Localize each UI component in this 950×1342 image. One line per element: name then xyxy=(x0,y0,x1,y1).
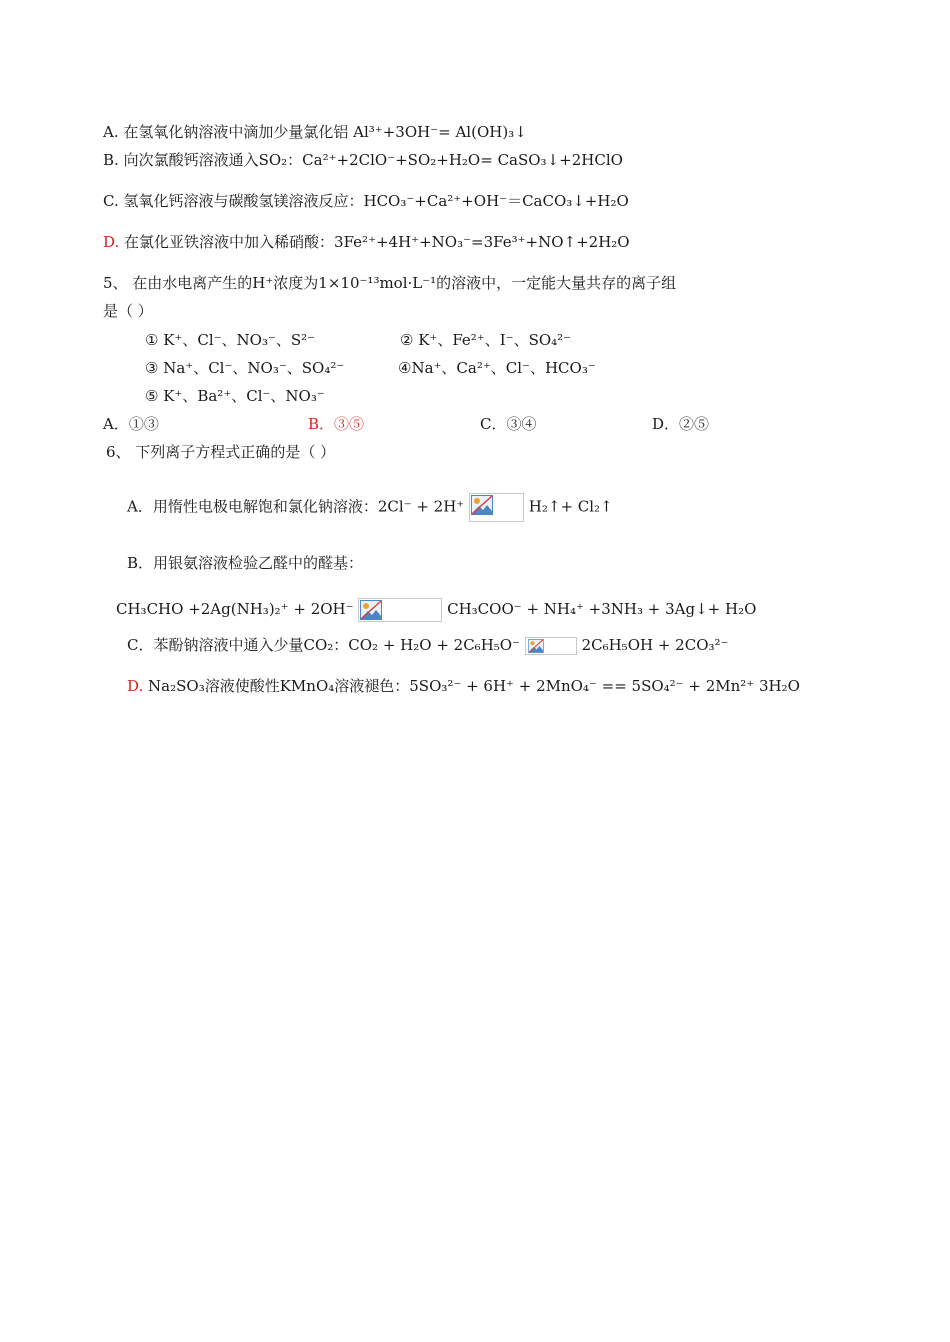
q5-option-d: D．②⑤ xyxy=(652,415,710,433)
q6-option-d-text: Na₂SO₃溶液使酸性KMnO₄溶液褪色：5SO₃²⁻ + 6H⁺ + 2MnO₄⁻ == 5SO₄²⁻ + 2Mn²⁺ 3H₂O xyxy=(148,677,800,695)
q6-option-c-before: C．苯酚钠溶液中通入少量CO₂：CO₂ + H₂O + 2C₆H₅O⁻ xyxy=(127,636,520,654)
q5-group-2: ② K⁺、Fe²⁺、I⁻、SO₄²⁻ xyxy=(400,331,572,349)
q4-option-b-letter: B. xyxy=(103,151,119,169)
q4-option-c-letter: C. xyxy=(103,192,119,210)
q6-option-a-after: H₂↑+ Cl₂↑ xyxy=(528,497,613,516)
q6-stem: 6、 下列离子方程式正确的是（ ） xyxy=(106,443,336,461)
broken-image-icon xyxy=(469,493,524,522)
q4-option-d xyxy=(103,232,630,252)
q4-option-a-letter: A. xyxy=(103,123,119,141)
q5-option-b: B．③⑤ xyxy=(308,415,365,433)
q6-option-b-label: B．用银氨溶液检验乙醛中的醛基： xyxy=(127,554,364,572)
q6-option-d xyxy=(127,676,800,696)
q6-option-a xyxy=(127,493,613,522)
q6-option-b-after: CH₃COO⁻ + NH₄⁺ +3NH₃ + 3Ag↓+ H₂O xyxy=(447,600,757,618)
broken-image-icon xyxy=(525,637,577,655)
q5-stem-line1: 5、 在由水电离产生的H⁺浓度为1×10⁻¹³mol·L⁻¹的溶液中，一定能大量共存的离子组 xyxy=(103,274,677,292)
q5-group-4: ④Na⁺、Ca²⁺、Cl⁻、HCO₃⁻ xyxy=(398,359,596,377)
q6-option-c-after: 2C₆H₅OH + 2CO₃²⁻ xyxy=(581,636,729,654)
q4-option-a-text: 在氢氧化钠溶液中滴加少量氯化铝 Al³⁺+3OH⁻= Al(OH)₃↓ xyxy=(123,123,527,141)
broken-image-icon xyxy=(358,598,442,622)
q4-option-a xyxy=(103,122,527,142)
q5-stem-line2: 是（ ） xyxy=(103,302,153,320)
q6-option-d-letter: D. xyxy=(127,677,144,695)
q4-option-b xyxy=(103,150,623,170)
q6-option-b xyxy=(116,598,756,622)
q4-option-c xyxy=(103,191,629,211)
q6-option-b-before: CH₃CHO +2Ag(NH₃)₂⁺ + 2OH⁻ xyxy=(116,600,354,618)
q4-option-d-letter: D. xyxy=(103,233,120,251)
q6-option-c xyxy=(127,635,728,655)
q6-option-a-before: A．用惰性电极电解饱和氯化钠溶液：2Cl⁻ + 2H⁺ xyxy=(127,497,465,516)
q5-option-a: A．①③ xyxy=(103,415,159,433)
q4-option-d-text: 在氯化亚铁溶液中加入稀硝酸：3Fe²⁺+4H⁺+NO₃⁻=3Fe³⁺+NO↑+2H₂O xyxy=(124,233,630,251)
q4-option-c-text: 氢氧化钙溶液与碳酸氢镁溶液反应：HCO₃⁻+Ca²⁺+OH⁻＝CaCO₃↓+H₂O xyxy=(123,192,629,210)
q5-option-c: C．③④ xyxy=(480,415,537,433)
q5-group-5: ⑤ K⁺、Ba²⁺、Cl⁻、NO₃⁻ xyxy=(145,387,325,405)
q5-group-1: ① K⁺、Cl⁻、NO₃⁻、S²⁻ xyxy=(145,331,316,349)
q4-option-b-text: 向次氯酸钙溶液通入SO₂：Ca²⁺+2ClO⁻+SO₂+H₂O= CaSO₃↓+2HClO xyxy=(123,151,623,169)
q5-group-3: ③ Na⁺、Cl⁻、NO₃⁻、SO₄²⁻ xyxy=(145,359,345,377)
